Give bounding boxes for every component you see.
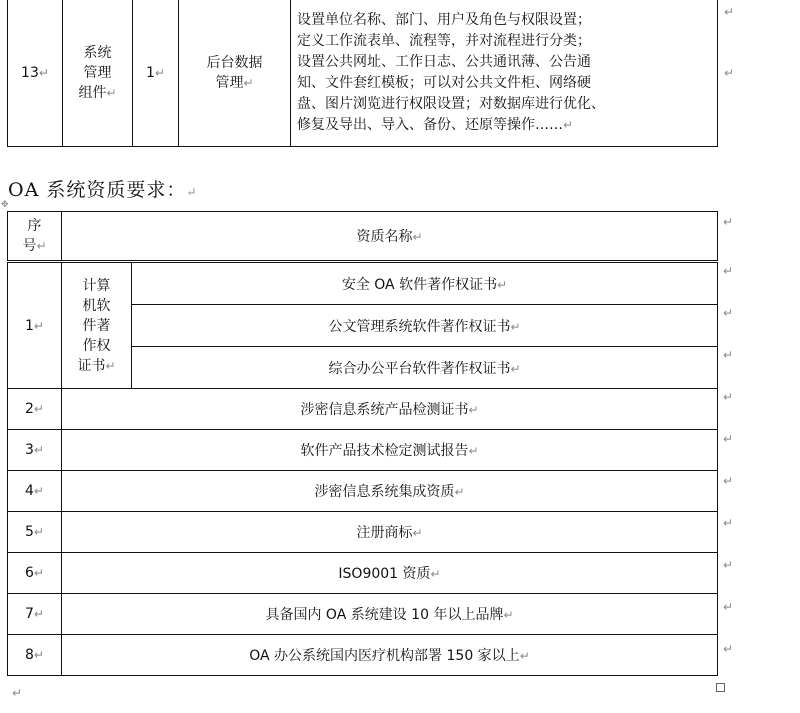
seq-value: 7 bbox=[25, 606, 34, 622]
paragraph-mark-icon: ↵ bbox=[33, 648, 44, 662]
paragraph-mark-icon: ↵ bbox=[468, 403, 479, 417]
description-cell bbox=[291, 0, 718, 147]
seq-cell bbox=[8, 471, 62, 512]
row-end-mark-icon: ↵ bbox=[723, 558, 734, 572]
paragraph-mark-icon: ↵ bbox=[430, 567, 441, 581]
table-row bbox=[8, 594, 718, 635]
paragraph-mark-icon: ↵ bbox=[154, 65, 165, 80]
group-label-line: 机软 bbox=[82, 297, 111, 314]
paragraph-mark-icon: ↵ bbox=[412, 526, 423, 540]
row-end-mark-icon: ↵ bbox=[723, 348, 734, 362]
table-row bbox=[8, 262, 718, 305]
description-line: 修复及导出、导入、备份、还原等操作…… bbox=[297, 116, 563, 133]
paragraph-mark-icon: ↵ bbox=[563, 117, 574, 132]
qualification-name-cell bbox=[62, 553, 718, 594]
quantity-cell bbox=[133, 0, 179, 147]
paragraph-mark-icon: ↵ bbox=[454, 485, 465, 499]
table-row bbox=[8, 389, 718, 430]
group-seq-cell bbox=[8, 262, 62, 389]
row-end-mark-icon: ↵ bbox=[723, 390, 734, 404]
qualification-name-cell bbox=[62, 430, 718, 471]
qualification-name: 涉密信息系统集成资质 bbox=[314, 484, 455, 500]
paragraph-mark-icon: ↵ bbox=[36, 239, 47, 253]
qualification-name-cell bbox=[132, 305, 718, 347]
paragraph-mark-icon: ↵ bbox=[510, 319, 521, 334]
qualification-name-cell bbox=[132, 347, 718, 389]
paragraph-mark-icon: ↵ bbox=[503, 608, 514, 622]
quantity-value: 1 bbox=[146, 64, 155, 81]
qualification-name-cell bbox=[62, 635, 718, 676]
paragraph-mark-icon: ↵ bbox=[497, 277, 508, 292]
paragraph-mark-icon: ↵ bbox=[33, 566, 44, 580]
paragraph-mark-icon: ↵ bbox=[38, 65, 49, 80]
paragraph-mark-icon: ↵ bbox=[105, 358, 116, 373]
table-row bbox=[8, 553, 718, 594]
description-line: 设置单位名称、部门、用户及角色与权限设置； bbox=[297, 11, 591, 28]
qualification-name-cell bbox=[132, 262, 718, 305]
table-row bbox=[8, 471, 718, 512]
row-end-mark-icon: ↵ bbox=[723, 474, 734, 488]
row-end-mark-icon: ↵ bbox=[723, 215, 734, 229]
seq-value: 4 bbox=[25, 483, 34, 499]
description-line: 知、文件套红模板；可以对公共文件柜、网络硬 bbox=[297, 74, 591, 91]
seq-cell bbox=[8, 512, 62, 553]
module-name-line: 后台数据 bbox=[206, 54, 263, 71]
paragraph-mark-icon: ↵ bbox=[510, 361, 521, 376]
paragraph-mark-icon: ↵ bbox=[33, 318, 44, 333]
header-seq-line: 序 bbox=[27, 218, 42, 234]
qualification-name: 注册商标 bbox=[356, 525, 413, 541]
paragraph-mark-icon: ↵ bbox=[186, 185, 198, 199]
qualification-name: 具备国内 OA 系统建设 10 年以上品牌 bbox=[265, 607, 504, 623]
description-line: 设置公共网址、工作日志、公共通讯薄、公告通 bbox=[297, 53, 591, 70]
paragraph-mark-icon: ↵ bbox=[33, 484, 44, 498]
paragraph-mark-icon: ↵ bbox=[12, 686, 23, 700]
paragraph-mark-icon: ↵ bbox=[33, 607, 44, 621]
seq-value: 3 bbox=[25, 442, 34, 458]
paragraph-mark-icon: ↵ bbox=[33, 525, 44, 539]
seq-cell bbox=[8, 389, 62, 430]
seq-cell bbox=[8, 594, 62, 635]
table-row bbox=[8, 512, 718, 553]
table-anchor-icon: ✥ bbox=[1, 200, 9, 210]
group-label-cell bbox=[62, 262, 132, 389]
header-name-cell bbox=[62, 212, 718, 262]
table-resize-handle[interactable] bbox=[716, 683, 725, 692]
qualification-name: 软件产品技术检定测试报告 bbox=[300, 443, 469, 459]
module-name-line: 管理 bbox=[215, 74, 244, 91]
header-seq-cell bbox=[8, 212, 62, 262]
row-end-mark-icon: ↵ bbox=[723, 264, 734, 278]
header-seq-line: 号 bbox=[22, 238, 37, 254]
row-end-mark-icon: ↵ bbox=[724, 5, 735, 19]
row-end-mark-icon: ↵ bbox=[723, 516, 734, 530]
row-end-mark-icon: ↵ bbox=[724, 66, 735, 80]
group-label-line: 件著 bbox=[82, 317, 111, 334]
row-number-cell bbox=[8, 0, 63, 147]
row-end-mark-icon: ↵ bbox=[723, 432, 734, 446]
seq-value: 2 bbox=[25, 401, 34, 417]
group-seq: 1 bbox=[25, 317, 34, 334]
qualification-name: 公文管理系统软件著作权证书 bbox=[328, 318, 511, 335]
component-name-line: 组件 bbox=[78, 84, 107, 101]
qualification-name: OA 办公系统国内医疗机构部署 150 家以上 bbox=[249, 648, 520, 664]
group-label-line: 作权 bbox=[82, 337, 111, 354]
seq-value: 6 bbox=[25, 565, 34, 581]
module-cell bbox=[179, 0, 291, 147]
row-number: 13 bbox=[21, 64, 39, 81]
group-label-line: 证书 bbox=[77, 357, 106, 374]
section-title: OA 系统资质要求：↵ bbox=[8, 179, 198, 201]
component-name-line: 系统 bbox=[83, 44, 112, 61]
seq-cell bbox=[8, 430, 62, 471]
table-row bbox=[8, 430, 718, 471]
group-label-line: 计算 bbox=[82, 277, 111, 294]
paragraph-mark-icon: ↵ bbox=[412, 230, 423, 244]
table-row bbox=[8, 0, 718, 147]
row-end-mark-icon: ↵ bbox=[723, 600, 734, 614]
paragraph-mark-icon: ↵ bbox=[33, 443, 44, 457]
seq-cell bbox=[8, 635, 62, 676]
qualification-table bbox=[7, 211, 718, 676]
description-line: 盘、图片浏览进行权限设置；对数据库进行优化、 bbox=[297, 95, 605, 112]
seq-value: 5 bbox=[25, 524, 34, 540]
qualification-name: 涉密信息系统产品检测证书 bbox=[300, 402, 469, 418]
seq-value: 8 bbox=[25, 647, 34, 663]
paragraph-mark-icon: ↵ bbox=[33, 402, 44, 416]
paragraph-mark-icon: ↵ bbox=[106, 85, 117, 100]
description-line: 定义工作流表单、流程等，并对流程进行分类； bbox=[297, 32, 591, 49]
paragraph-mark-icon: ↵ bbox=[468, 444, 479, 458]
qualification-name-cell bbox=[62, 471, 718, 512]
header-name: 资质名称 bbox=[356, 229, 413, 245]
qualification-name: ISO9001 资质 bbox=[338, 566, 431, 582]
qualification-name: 综合办公平台软件著作权证书 bbox=[328, 360, 511, 377]
row-end-mark-icon: ↵ bbox=[723, 306, 734, 320]
paragraph-mark-icon: ↵ bbox=[519, 649, 530, 663]
table-row bbox=[8, 635, 718, 676]
component-name-line: 管理 bbox=[83, 64, 112, 81]
qualification-name-cell bbox=[62, 594, 718, 635]
qualification-name-cell bbox=[62, 512, 718, 553]
row-end-mark-icon: ↵ bbox=[723, 642, 734, 656]
qualification-name-cell bbox=[62, 389, 718, 430]
table-header-row bbox=[8, 212, 718, 262]
function-table bbox=[7, 0, 718, 147]
qualification-name: 安全 OA 软件著作权证书 bbox=[341, 276, 498, 293]
component-name-cell bbox=[63, 0, 133, 147]
seq-cell bbox=[8, 553, 62, 594]
paragraph-mark-icon: ↵ bbox=[243, 75, 254, 90]
